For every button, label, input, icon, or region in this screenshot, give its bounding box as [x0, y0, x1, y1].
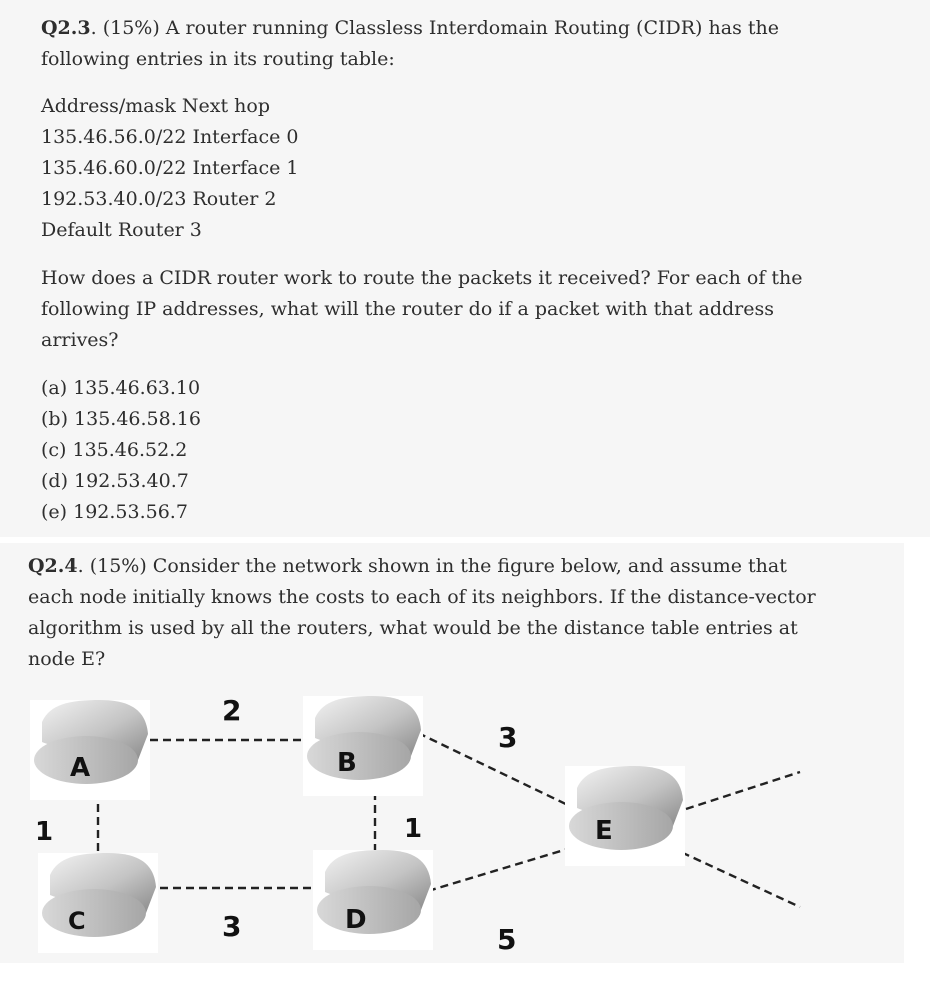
routing-entry: 192.53.40.0/23 Router 2	[41, 188, 277, 210]
link-e-out-1	[686, 772, 800, 809]
routing-entry: 135.46.60.0/22 Interface 1	[41, 157, 299, 179]
node-label-e: E	[595, 816, 613, 846]
routing-entry: 135.46.56.0/22 Interface 0	[41, 126, 299, 148]
cost-label-c-d: 3	[222, 910, 242, 943]
cost-label-a-c: 1	[35, 817, 54, 847]
q23-question-line: How does a CIDR router work to route the packets it received? For each of the	[41, 267, 803, 289]
routing-entry: Default Router 3	[41, 219, 202, 241]
q24-number: Q2.4	[28, 555, 78, 577]
q24-intro-text: . (15%) Consider the network shown in the figure below, and assume that	[77, 555, 787, 577]
cost-label-d-e: 5	[497, 923, 517, 956]
node-label-a: A	[70, 753, 91, 783]
cost-label-a-b: 2	[222, 694, 242, 727]
network-diagram	[0, 543, 904, 963]
cost-label-b-e: 3	[498, 721, 518, 754]
q23-intro-text: . (15%) A router running Classless Interdomain Routing (CIDR) has the	[90, 17, 779, 39]
router-b	[303, 696, 423, 796]
q23-intro-line1	[41, 16, 779, 40]
q24-line: algorithm is used by all the routers, what would be the distance table entries at	[28, 617, 798, 639]
q23-question-line: following IP addresses, what will the router do if a packet with that address	[41, 298, 775, 320]
cost-label-b-d: 1	[404, 814, 423, 844]
q23-question-line: arrives?	[41, 329, 119, 351]
link-e-out-2	[670, 847, 800, 907]
ip-address-item: (b) 135.46.58.16	[41, 408, 201, 430]
network-links	[98, 733, 800, 907]
q23-intro-line2: following entries in its routing table:	[41, 48, 395, 70]
link-d-e	[428, 847, 574, 891]
ip-address-item: (c) 135.46.52.2	[41, 439, 188, 461]
router-e	[565, 766, 685, 866]
link-b-e	[418, 733, 574, 808]
q24-line: each node initially knows the costs to each of its neighbors. If the distance-vector	[28, 586, 816, 608]
question-2-4	[0, 543, 904, 963]
router-c	[38, 853, 158, 953]
q23-number: Q2.3	[41, 17, 91, 39]
node-label-b: B	[337, 748, 357, 778]
ip-address-item: (e) 192.53.56.7	[41, 501, 188, 523]
node-label-d: D	[345, 905, 367, 935]
routing-table-header: Address/mask Next hop	[41, 95, 271, 117]
ip-address-item: (a) 135.46.63.10	[41, 377, 201, 399]
router-a	[30, 700, 150, 800]
ip-address-item: (d) 192.53.40.7	[41, 470, 189, 492]
node-label-c: C	[68, 907, 86, 935]
router-d	[313, 850, 433, 950]
q24-line: node E?	[28, 648, 106, 670]
